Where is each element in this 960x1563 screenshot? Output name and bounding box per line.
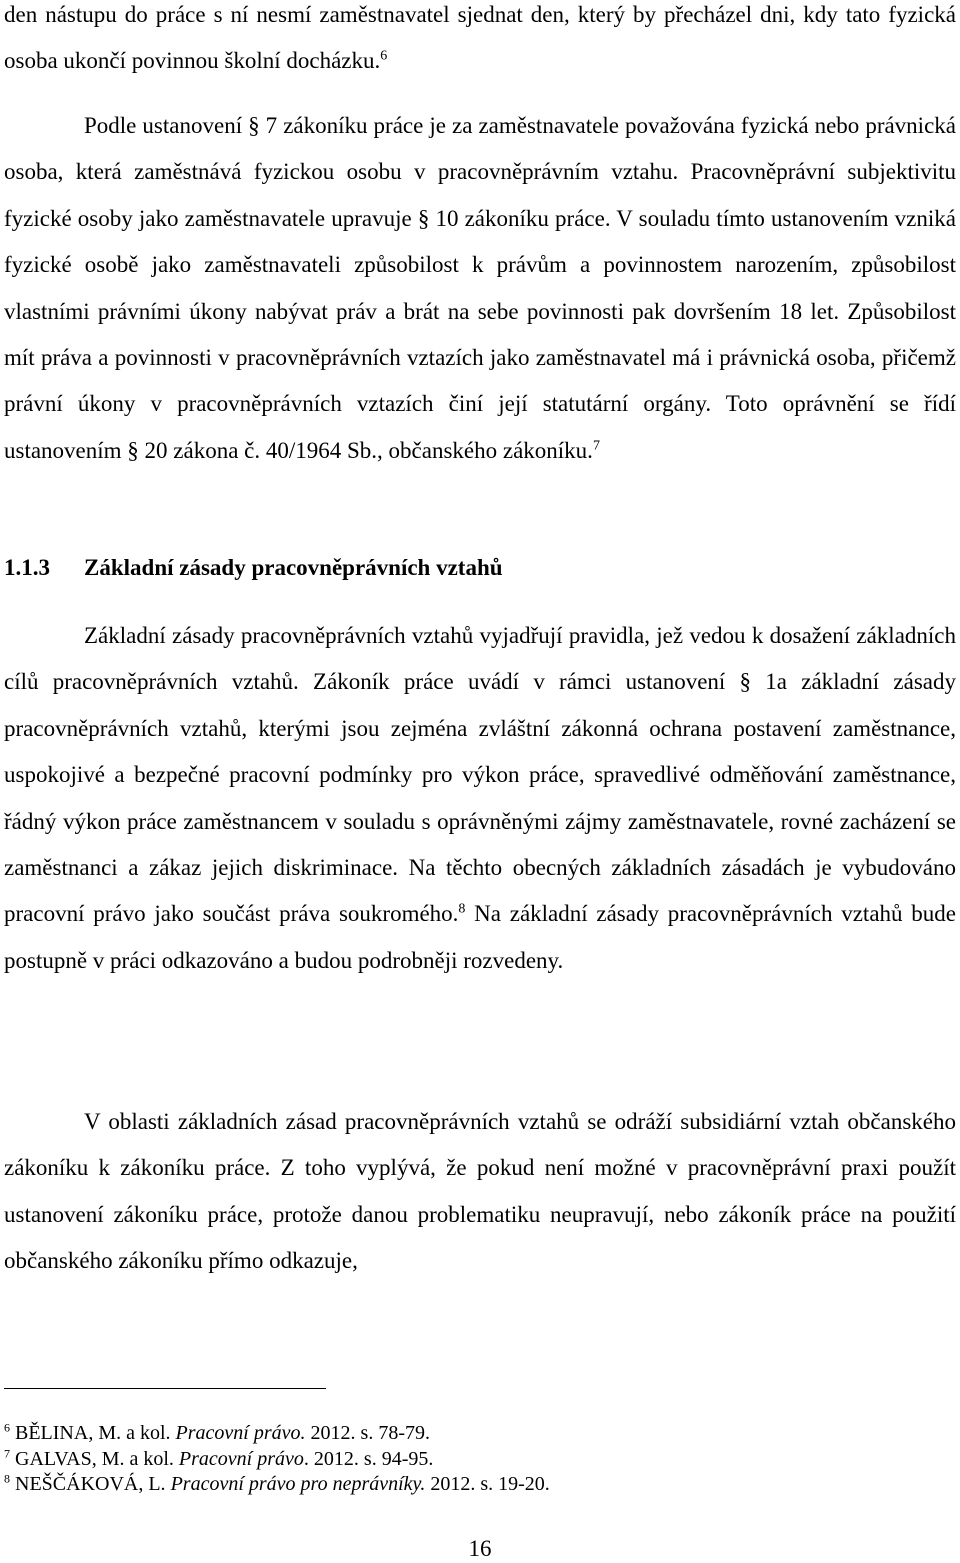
footnote-ref-7[interactable]: 7 [592, 438, 600, 454]
footnote-separator [4, 1388, 326, 1389]
section-heading [4, 545, 503, 591]
footnote-ref-6[interactable]: 6 [380, 48, 388, 64]
paragraph-2: Základní zásady pracovněprávních vztahů vyjadřují pravidla, jež vedou k dosažení základních cílů pracovněprávních vztahů. Zákoník práce uvádí v rámci ustanovení § 1a základní zásady pracovněprávních vztahů, kterými jsou zejména zvláštní zákonná ochrana postavení zaměstnance, uspokojivé a bezpečné pracovní podmínky pro výkon práce, spravedlivé odměňování zaměstnance, řádný výkon práce zaměstnancem v souladu s oprávněnými zájmy zaměstnavatele, rovné zacházení se zaměstnanci a zákaz jejich diskriminace. Na těchto obecných základních zásadách je vybudováno pracovní právo jako součást práva soukromého.$^8$ Na základní zásady pracovněprávních vztahů bude postupně v práci odkazováno a budou podrobněji rozvedeny. [4, 623, 956, 973]
paragraph-1: Podle ustanovení § 7 zákoníku práce je za zaměstnavatele považována fyzická nebo právnická osoba, která zaměstnává fyzickou osobu v pracovněprávním vztahu. Pracovněprávní subjektivitu fyzické osoby jako zaměstnavatele upravuje § 10 zákoníku práce. V souladu tímto ustanovením vzniká fyzické osobě jako zaměstnavateli způsobilost k právům a povinnostem narozením, způsobilost vlastními právními úkony nabývat práv a brát na sebe povinnosti pak dovršením 18 let. Způsobilost mít práva a povinnosti v pracovněprávních vztazích jako zaměstnavatel má i právnická osoba, přičemž právní úkony v pracovněprávních vztazích činí její statutární orgány. Toto oprávnění se řídí ustanovením § 20 zákona č. 40/1964 Sb., občanského zákoníku.$^7$ [4, 113, 956, 463]
footnote-8: $^8$ NEŠČÁKOVÁ, L. Pracovní právo pro neprávníky. 2012. s. 19-20. [4, 1471, 550, 1495]
footnote-7: $^7$ GALVAS, M. a kol. Pracovní právo. 2012. s. 94-95. [4, 1445, 434, 1470]
footnote-6: $^6$ BĚLINA, M. a kol. Pracovní právo. 2012. s. 78-79. [4, 1420, 430, 1444]
page-number: 16 [468, 1536, 492, 1561]
footnotes [4, 1421, 956, 1498]
footnote-ref-8[interactable]: 8 [458, 901, 466, 917]
paragraph-3: V oblasti základních zásad pracovněprávních vztahů se odráží subsidiární vztah občanského zákoníku k zákoníku práce. Z toho vyplývá, že pokud není možné v pracovněprávní praxi použít ustanovení zákoníku práce, protože danou problematiku neupravují, nebo zákoník práce na použití občanského zákoníku přímo odkazuje, [4, 1109, 956, 1274]
paragraph-0: den nástupu do práce s ní nesmí zaměstnavatel sjednat den, který by přecházel dni, kdy tato fyzická osoba ukončí povinnou školní docházku.$^6$ [4, 2, 956, 74]
section-number: 1.1.3 [4, 555, 50, 580]
section-title: Základní zásady pracovněprávních vztahů [84, 555, 503, 580]
